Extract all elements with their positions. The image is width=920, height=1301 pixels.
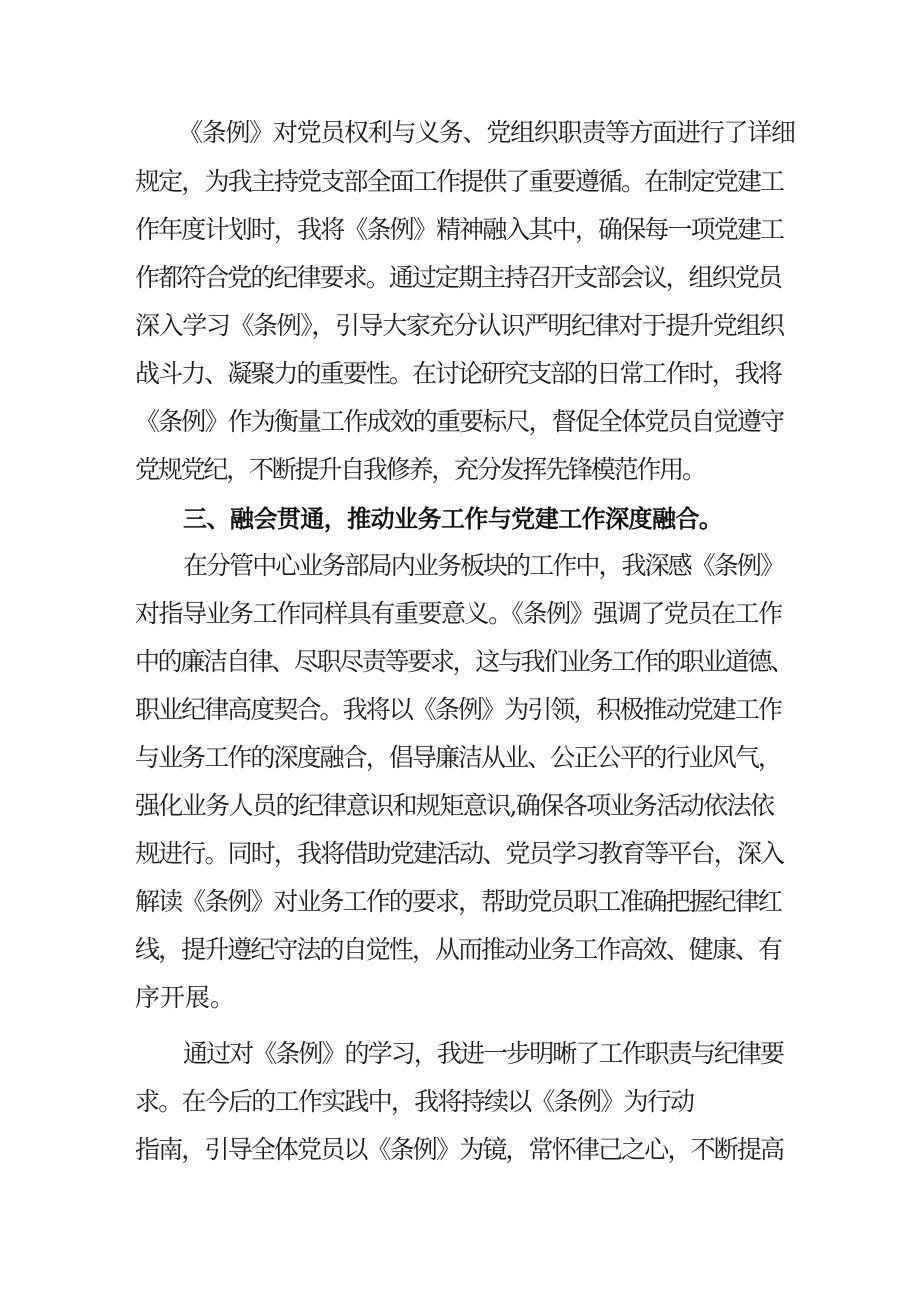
paragraph-1-line-8: 党规党纪，不断提升自我修养，充分发挥先锋模范作用。 [135, 455, 705, 484]
paragraph-2-line-7: 规进行。同时，我将借助党建活动、党员学习教育等平台，深入 [135, 839, 784, 868]
paragraph-1-line-7: 《条例》作为衡量工作成效的重要标尺，督促全体党员自觉遵守 [135, 407, 784, 436]
paragraph-2-line-5: 与业务工作的深度融合，倡导廉洁从业、公正公平的行业风气， [135, 743, 781, 772]
paragraph-1-line-5: 深入学习《条例》，引导大家充分认识严明纪律对于提升党组织 [135, 311, 784, 340]
paragraph-1-line-4: 作都符合党的纪律要求。通过定期主持召开支部会议，组织党员 [135, 263, 781, 292]
paragraph-1-line-2: 规定，为我主持党支部全面工作提供了重要遵循。在制定党建工 [135, 167, 784, 196]
paragraph-2-line-10: 序开展。 [135, 983, 235, 1012]
paragraph-2-line-3: 中的廉洁自律、尽职尽责等要求，这与我们业务工作的职业道德、 [135, 647, 793, 676]
paragraph-1-line-6: 战斗力、凝聚力的重要性。在讨论研究支部的日常工作时，我将 [135, 359, 781, 388]
paragraph-3-line-1: 通过对《条例》的学习，我进一步明晰了工作职责与纪律要 [183, 1039, 784, 1068]
paragraph-1-line-1: 《条例》对党员权利与义务、党组织职责等方面进行了详细 [178, 118, 795, 147]
section-heading-3: 三、融会贯通，推动业务工作与党建工作深度融合。 [183, 505, 723, 533]
paragraph-3-line-2: 求。在今后的工作实践中，我将持续以《条例》为行动 [135, 1087, 694, 1116]
paragraph-2-line-4: 职业纪律高度契合。我将以《条例》为引领，积极推动党建工作 [135, 695, 781, 724]
paragraph-2-line-6: 强化业务人员的纪律意识和规矩意识,确保各项业务活动依法依 [135, 791, 774, 820]
paragraph-3-line-3: 指南，引导全体党员以《条例》为镜，常怀律己之心，不断提高 [135, 1135, 784, 1164]
paragraph-2-line-2: 对指导业务工作同样具有重要意义。《条例》强调了党员在工作 [135, 599, 782, 628]
paragraph-2-line-9: 线，提升遵纪守法的自觉性，从而推动业务工作高效、健康、有 [135, 935, 781, 964]
paragraph-1-line-3: 作年度计划时，我将《条例》精神融入其中，确保每一项党建工 [135, 215, 784, 244]
paragraph-2-line-1: 在分管中心业务部局内业务板块的工作中，我深感《条例》 [183, 551, 784, 580]
paragraph-2-line-8: 解读《条例》对业务工作的要求，帮助党员职工准确把握纪律红 [135, 887, 781, 916]
